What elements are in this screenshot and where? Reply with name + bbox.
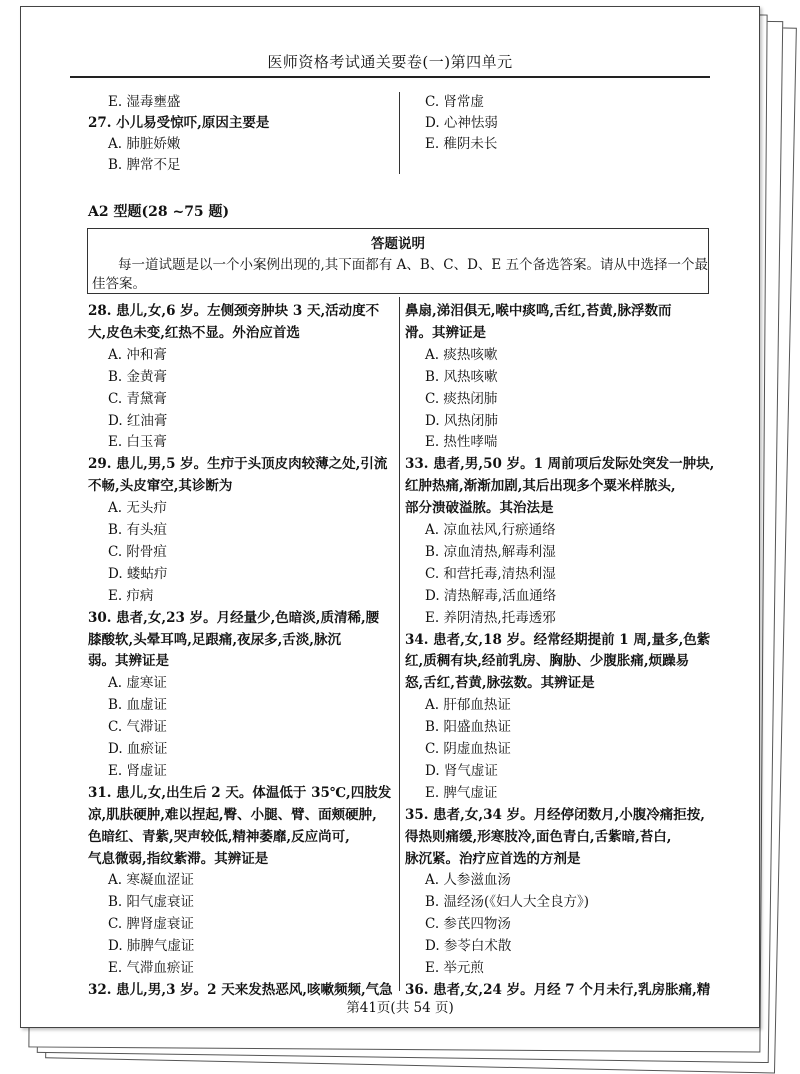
top-left-question-stem: 27. 小儿易受惊吓,原因主要是	[88, 115, 270, 131]
left-option: B. 金黄膏	[108, 368, 168, 385]
right-option: E. 热性哮喘	[425, 434, 498, 451]
left-question-continued: 气息微弱,指纹紫滞。其辨证是	[88, 850, 269, 867]
top-right-option: D. 心神怯弱	[425, 115, 498, 131]
left-question-continued: 不畅,头皮窜空,其诊断为	[88, 478, 233, 495]
left-option: E. 白玉膏	[108, 434, 167, 451]
top-left-option: A. 肺脏娇嫩	[108, 136, 181, 152]
left-question-continued: 大,皮色未变,红热不显。外治应首选	[88, 324, 300, 341]
left-option: E. 肾虚证	[108, 762, 167, 779]
left-question-continued: 弱。其辨证是	[88, 653, 169, 670]
left-option: D. 蝼蛄疖	[108, 565, 168, 582]
left-option: A. 无头疖	[108, 500, 167, 517]
left-question-continued: 色暗红、青紫,哭声较低,精神萎靡,反应尚可,	[88, 828, 350, 845]
page-number: 第41页(共 54 页)	[346, 1000, 454, 1016]
right-option: A. 痰热咳嗽	[425, 346, 498, 363]
left-option: C. 气滞证	[108, 719, 167, 736]
instructions-title: 答题说明	[371, 236, 425, 252]
right-option: C. 痰热闭肺	[425, 390, 498, 407]
left-option: D. 红油膏	[108, 412, 168, 429]
right-question-stem: 36. 患者,女,24 岁。月经 7 个月未行,乳房胀痛,精	[405, 981, 711, 998]
left-option: E. 气滞血瘀证	[108, 960, 194, 976]
right-question-continued: 部分溃破溢脓。其治法是	[405, 500, 554, 517]
right-option: E. 举元煎	[425, 960, 484, 976]
left-question-stem: 30. 患者,女,23 岁。月经量少,色暗淡,质清稀,腰	[88, 609, 380, 626]
right-option: A. 肝郁血热证	[425, 697, 511, 714]
top-right-option: E. 稚阴未长	[425, 136, 498, 152]
right-option: C. 和营托毒,清热利湿	[425, 565, 556, 582]
left-option: A. 虚寒证	[108, 675, 167, 692]
left-option: B. 有头疽	[108, 522, 168, 538]
left-option: E. 疖病	[108, 587, 154, 604]
top-left-option: E. 湿毒壅盛	[108, 94, 181, 110]
left-option: A. 寒凝血涩证	[108, 872, 194, 889]
page-header: 医师资格考试通关要卷(一)第四单元	[267, 53, 513, 71]
left-option: C. 附骨疽	[108, 543, 167, 560]
left-question-stem: 31. 患儿,女,出生后 2 天。体温低于 35℃,四肢发	[88, 784, 392, 801]
top-column-divider	[399, 92, 400, 174]
top-right-option: C. 肾常虚	[425, 94, 484, 110]
left-option: A. 冲和膏	[108, 346, 167, 363]
right-question-stem: 33. 患者,男,50 岁。1 周前项后发际处突发一肿块,	[405, 456, 715, 473]
right-question-continued: 鼻扇,涕泪俱无,喉中痰鸣,舌红,苔黄,脉浮数而	[405, 303, 672, 319]
left-question-stem: 32. 患儿,男,3 岁。2 天来发热恶风,咳嗽频频,气急	[88, 981, 393, 998]
right-question-continued: 得热则痛缓,形寒肢冷,面色青白,舌紫暗,苔白,	[405, 828, 672, 845]
instructions-box	[87, 228, 709, 294]
right-question-continued: 滑。其辨证是	[405, 324, 486, 341]
right-option: E. 养阴清热,托毒透邪	[425, 609, 556, 626]
right-option: C. 参芪四物汤	[425, 916, 511, 933]
instructions-line-2: 佳答案。	[92, 276, 146, 292]
left-option: B. 阳气虚衰证	[108, 894, 195, 911]
right-option: D. 参苓白术散	[425, 938, 512, 955]
left-option: C. 脾肾虚衰证	[108, 916, 194, 933]
left-question-continued: 膝酸软,头晕耳鸣,足跟痛,夜尿多,舌淡,脉沉	[88, 631, 341, 648]
right-option: D. 风热闭肺	[425, 412, 498, 429]
right-option: B. 风热咳嗽	[425, 368, 498, 385]
right-question-continued: 怒,舌红,苔黄,脉弦数。其辨证是	[405, 675, 595, 692]
right-option: C. 阴虚血热证	[425, 741, 511, 757]
right-option: D. 肾气虚证	[425, 762, 498, 779]
section-title: A2 型题(28 ~75 题)	[88, 204, 230, 220]
header-rule	[70, 76, 710, 78]
right-question-stem: 34. 患者,女,18 岁。经常经期提前 1 周,量多,色紫	[405, 631, 711, 648]
instructions-line-1: 每一道试题是以一个小案例出现的,其下面都有 A、B、C、D、E 五个备选答案。请从中选择一个最	[118, 257, 709, 273]
main-column-divider	[399, 297, 400, 991]
right-option: A. 人参滋血汤	[425, 872, 511, 889]
right-option: B. 温经汤(《妇人大全良方》)	[425, 894, 590, 911]
right-question-stem: 35. 患者,女,34 岁。月经停闭数月,小腹冷痛拒按,	[405, 806, 705, 823]
right-question-continued: 红,质稠有块,经前乳房、胸胁、少腹胀痛,烦躁易	[405, 653, 690, 670]
left-option: C. 青黛膏	[108, 390, 167, 407]
right-option: B. 阳盛血热证	[425, 719, 512, 736]
right-option: D. 清热解毒,活血通络	[425, 587, 557, 604]
left-question-stem: 28. 患儿,女,6 岁。左侧颈旁肿块 3 天,活动度不	[88, 303, 380, 319]
left-option: D. 血瘀证	[108, 741, 168, 757]
right-option: A. 凉血祛风,行瘀通络	[425, 522, 556, 538]
right-option: B. 凉血清热,解毒利湿	[425, 543, 556, 560]
right-question-continued: 脉沉紧。治疗应首选的方剂是	[405, 850, 581, 867]
top-left-option: B. 脾常不足	[108, 157, 181, 173]
left-option: B. 血虚证	[108, 697, 168, 714]
left-question-continued: 凉,肌肤硬肿,难以捏起,臀、小腿、臂、面颊硬肿,	[88, 806, 377, 823]
left-question-stem: 29. 患儿,男,5 岁。生疖于头顶皮肉较薄之处,引流	[88, 456, 388, 473]
right-question-continued: 红肿热痛,渐渐加剧,其后出现多个粟米样脓头,	[405, 478, 676, 495]
left-option: D. 肺脾气虚证	[108, 938, 195, 955]
right-option: E. 脾气虚证	[425, 784, 498, 801]
